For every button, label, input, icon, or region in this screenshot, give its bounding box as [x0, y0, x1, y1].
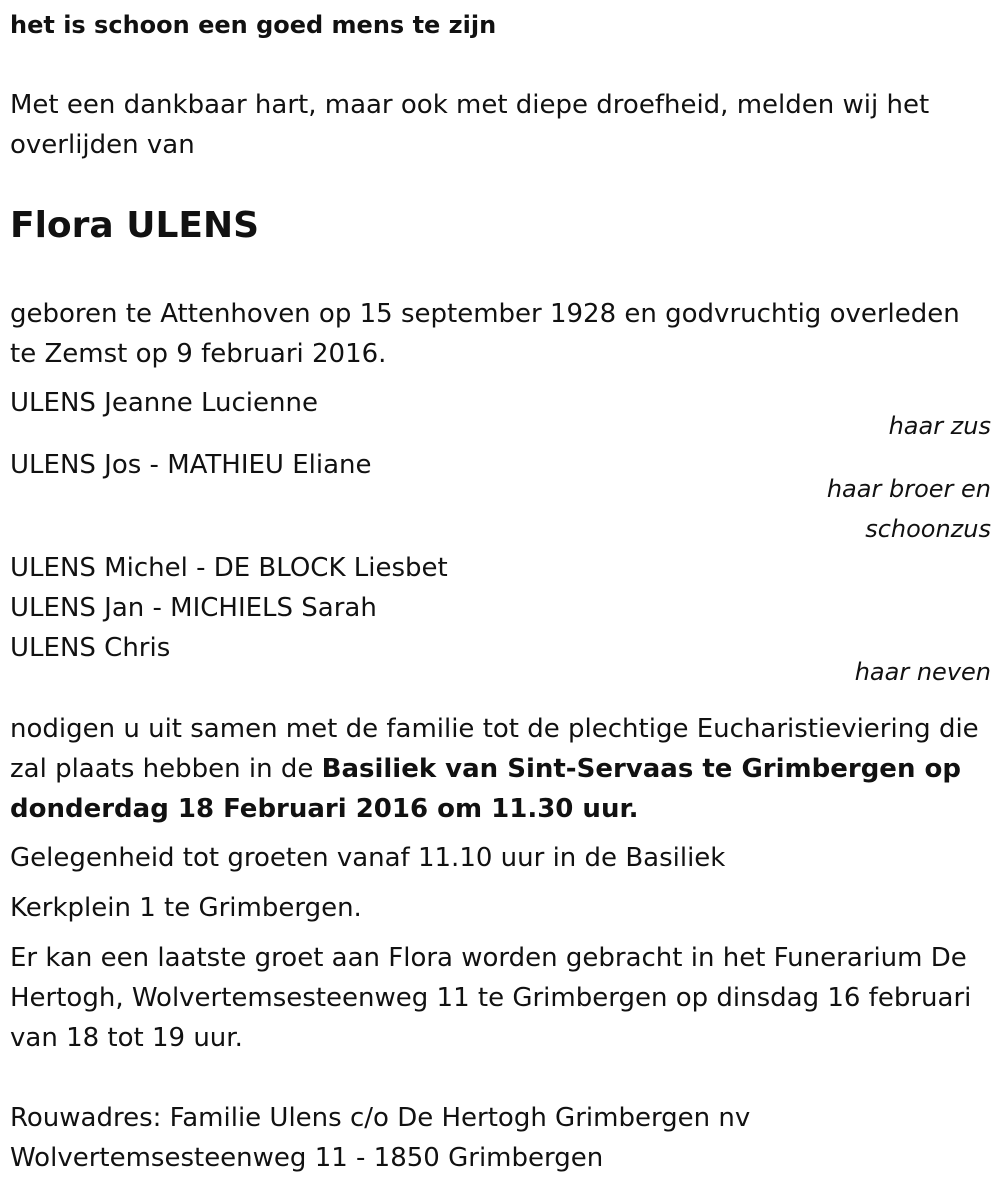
- last-greeting-text: Er kan een laatste groet aan Flora worden gebracht in het Funerarium De Hertogh, Wolvertemsesteenweg 11 te Grimbergen op dinsdag 16 februari van 18 tot 19 uur.: [10, 943, 972, 1053]
- invitation-text: [10, 709, 990, 829]
- birth-death-text: geboren te Attenhoven op 15 september 1928 en godvruchtig overleden te Zemst op 9 februari 2016.: [10, 299, 960, 369]
- family-relation: haar neven: [854, 658, 991, 686]
- family-member: ULENS Jos - MATHIEU Eliane: [10, 450, 372, 480]
- greeting-address: Kerkplein 1 te Grimbergen.: [10, 893, 362, 923]
- family-member: ULENS Jan - MICHIELS Sarah: [10, 593, 377, 623]
- family-relation: schoonzus: [865, 515, 991, 543]
- family-relation: haar zus: [888, 412, 991, 440]
- motto: het is schoon een goed mens te zijn: [10, 11, 497, 39]
- ceremony-details: Basiliek van Sint-Servaas te Grimbergen op donderdag 18 Februari 2016 om 11.30 uur.: [10, 754, 961, 824]
- greeting-line: Gelegenheid tot groeten vanaf 11.10 uur in de Basiliek: [10, 843, 726, 873]
- address-line: Rouwadres: Familie Ulens c/o De Hertogh Grimbergen nv: [10, 1103, 751, 1133]
- family-member: ULENS Jeanne Lucienne: [10, 388, 318, 418]
- intro-text: Met een dankbaar hart, maar ook met diepe droefheid, melden wij het overlijden van: [10, 90, 930, 160]
- deceased-name: Flora ULENS: [10, 205, 260, 246]
- family-member: ULENS Chris: [10, 633, 171, 663]
- invitation-plain: nodigen u uit samen met de familie tot de plechtige Eucharistieviering die zal plaats hebben in de: [10, 714, 979, 784]
- family-relation: haar broer en: [826, 475, 991, 503]
- address-line: Wolvertemsesteenweg 11 - 1850 Grimbergen: [10, 1143, 604, 1173]
- family-member: ULENS Michel - DE BLOCK Liesbet: [10, 553, 448, 583]
